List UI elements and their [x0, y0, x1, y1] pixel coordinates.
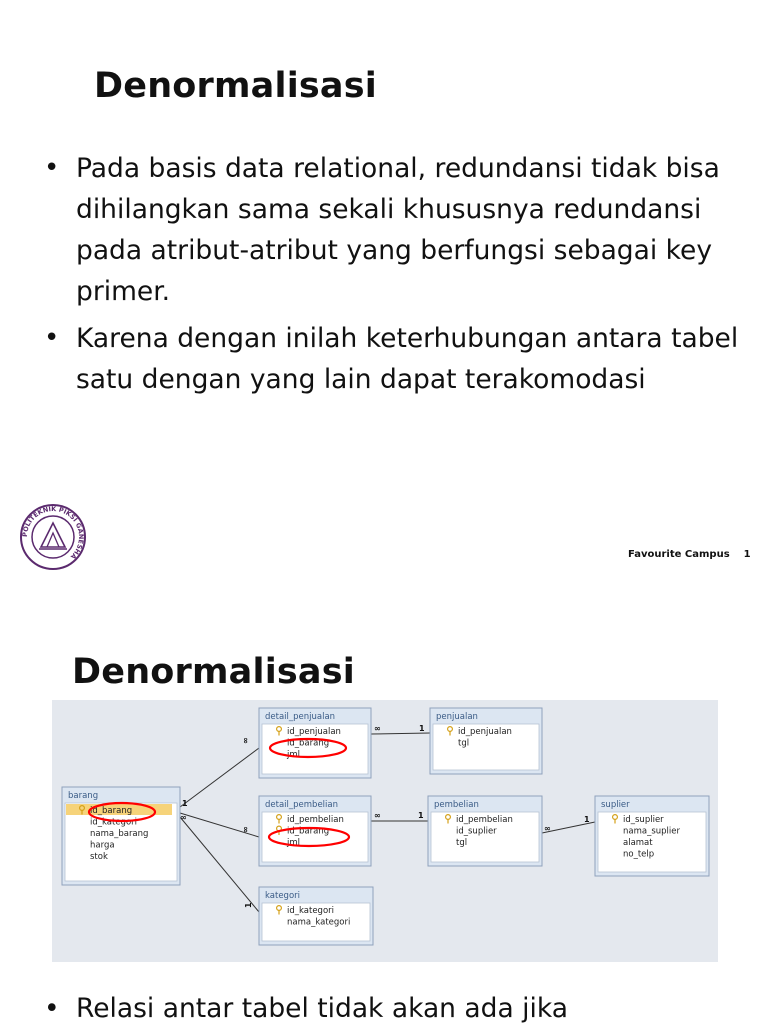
bullet-item: • Relasi antar tabel tidak akan ada jika [44, 988, 744, 1024]
table-name: penjualan [436, 712, 478, 722]
table-field: id_penjualan [287, 727, 341, 737]
table-field: tgl [456, 838, 468, 848]
slide-title: Denormalisasi [94, 66, 377, 106]
bullet-item: • Karena dengan inilah keterhubungan antara tabel satu dengan yang lain dapat terakomodasi [44, 318, 744, 400]
relationship-diagram [52, 700, 718, 962]
relationship-cardinality: 1 [244, 902, 253, 908]
relationship-cardinality: ∞ [544, 824, 551, 833]
slide-title: Denormalisasi [72, 652, 355, 692]
table-name: detail_penjualan [265, 712, 336, 722]
table-kategori [259, 887, 373, 945]
table-field: id_barang [287, 826, 330, 837]
table-pembelian [428, 796, 542, 866]
table-field: id_penjualan [458, 727, 512, 737]
table-field: id_kategori [90, 817, 138, 828]
table-field: nama_barang [90, 829, 149, 839]
relationship-cardinality: 1 [419, 724, 425, 733]
relationship-cardinality: 1 [418, 811, 424, 820]
table-name: kategori [265, 891, 300, 901]
table-name: detail_pembelian [265, 800, 338, 810]
footer-label: Favourite Campus [628, 549, 730, 560]
relationship-cardinality: ∞ [374, 724, 381, 733]
table-field: jml [287, 838, 301, 848]
table-field: alamat [623, 838, 653, 848]
table-name: barang [68, 791, 99, 801]
table-field: nama_kategori [287, 917, 351, 928]
table-penjualan [430, 708, 542, 774]
campus-logo [19, 503, 87, 571]
table-name: suplier [601, 800, 630, 810]
table-field: nama_suplier [623, 826, 680, 837]
relationship-cardinality: 1 [584, 815, 590, 824]
table-field: id_pembelian [456, 815, 513, 825]
table-field: id_barang [287, 738, 330, 749]
table-field: no_telp [623, 849, 655, 860]
bullet-icon: • [44, 993, 60, 1024]
svg-text:POLITEKNIK PIKSI GANESHA: POLITEKNIK PIKSI GANESHA [20, 504, 86, 561]
table-field: id_kategori [287, 906, 335, 916]
relationship-cardinality: ∞ [374, 811, 381, 820]
relationship-diagram-svg [52, 700, 718, 962]
table-field: id_suplier [623, 815, 664, 825]
table-field: id_pembelian [287, 815, 344, 825]
relationship-line [180, 748, 259, 807]
table-barang [62, 787, 180, 885]
relationship-cardinality: ∞ [241, 826, 250, 833]
bullet-icon: • [44, 323, 60, 353]
relationship-cardinality: ∞ [180, 813, 187, 822]
bullet-item: • Pada basis data relational, redundansi tidak bisa dihilangkan sama sekali khususnya redundansi pada atribut-atribut yang berfungsi sebagai key primer. [44, 148, 744, 312]
relationship-cardinality: 1 [182, 799, 188, 808]
table-suplier [595, 796, 709, 876]
table-field: harga [90, 840, 115, 851]
table-field: id_suplier [456, 826, 497, 837]
table-field: tgl [458, 738, 470, 749]
table-field: jml [287, 750, 301, 760]
slide-footer [628, 549, 751, 560]
relationship-line [371, 733, 430, 734]
table-field: stok [90, 852, 108, 862]
page-number: 1 [743, 549, 751, 560]
bullet-icon: • [44, 153, 60, 183]
relationship-cardinality: ∞ [241, 737, 250, 744]
slide-2 [0, 600, 768, 1024]
bullet-list [44, 148, 744, 406]
table-field: id_barang [90, 806, 133, 816]
table-name: pembelian [434, 800, 479, 810]
